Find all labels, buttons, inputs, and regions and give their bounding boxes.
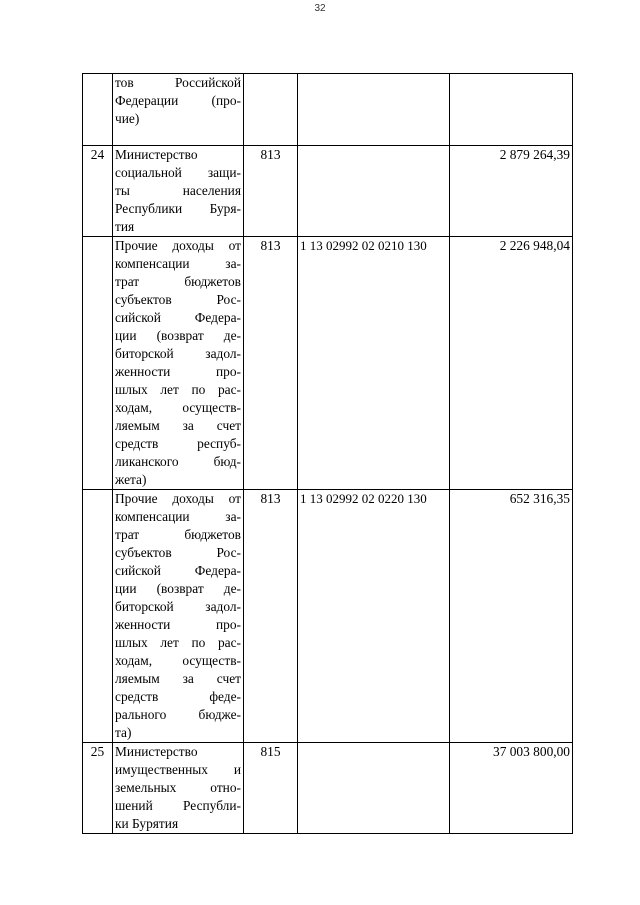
name-line: та) bbox=[115, 725, 132, 740]
row-number bbox=[83, 237, 113, 490]
name-line: ты населения bbox=[115, 183, 241, 198]
row-name bbox=[113, 743, 244, 834]
budget-classification-code: 1 13 02992 02 0210 130 bbox=[298, 237, 450, 490]
name-line: ходам, осуществ- bbox=[115, 653, 241, 668]
name-line: женности про- bbox=[115, 617, 241, 632]
table-row bbox=[83, 146, 573, 237]
admin-code bbox=[244, 74, 298, 146]
amount: 2 879 264,39 bbox=[450, 146, 573, 237]
name-line: шений Республи- bbox=[115, 798, 241, 813]
name-line: Прочие доходы от bbox=[115, 491, 241, 506]
budget-classification-code: 1 13 02992 02 0220 130 bbox=[298, 490, 450, 743]
name-line: имущественных и bbox=[115, 762, 241, 777]
name-line: тов Российской bbox=[115, 75, 241, 90]
name-line: Министерство bbox=[115, 744, 198, 759]
name-line: ляемым за счет bbox=[115, 418, 241, 433]
budget-classification-code bbox=[298, 74, 450, 146]
name-line: социальной защи- bbox=[115, 165, 241, 180]
name-line: земельных отно- bbox=[115, 780, 241, 795]
row-number bbox=[83, 490, 113, 743]
page-number: 32 bbox=[314, 3, 326, 14]
admin-code: 813 bbox=[244, 146, 298, 237]
name-line: тия bbox=[115, 219, 135, 234]
revenue-table bbox=[82, 73, 573, 834]
row-name bbox=[113, 74, 244, 146]
name-line: ляемым за счет bbox=[115, 671, 241, 686]
table-row bbox=[83, 237, 573, 490]
name-line: биторской задол- bbox=[115, 599, 241, 614]
amount bbox=[450, 74, 573, 146]
name-line: компенсации за- bbox=[115, 509, 241, 524]
name-line: ции (возврат де- bbox=[115, 328, 241, 343]
row-name bbox=[113, 146, 244, 237]
name-line: женности про- bbox=[115, 364, 241, 379]
admin-code: 813 bbox=[244, 490, 298, 743]
name-line: шлых лет по рас- bbox=[115, 382, 241, 397]
row-number: 25 bbox=[83, 743, 113, 834]
name-line: трат бюджетов bbox=[115, 274, 241, 289]
name-line: трат бюджетов bbox=[115, 527, 241, 542]
name-line: средств респуб- bbox=[115, 436, 241, 451]
amount: 37 003 800,00 bbox=[450, 743, 573, 834]
admin-code: 815 bbox=[244, 743, 298, 834]
name-line: шлых лет по рас- bbox=[115, 635, 241, 650]
name-line: сийской Федера- bbox=[115, 310, 241, 325]
table-row bbox=[83, 490, 573, 743]
name-line: ликанского бюд- bbox=[115, 454, 241, 469]
name-line: средств феде- bbox=[115, 689, 241, 704]
name-line: субъектов Рос- bbox=[115, 292, 241, 307]
amount: 652 316,35 bbox=[450, 490, 573, 743]
name-line: Республики Буря- bbox=[115, 201, 241, 216]
budget-classification-code bbox=[298, 146, 450, 237]
name-line: компенсации за- bbox=[115, 256, 241, 271]
name-line: Федерации (про- bbox=[115, 93, 241, 108]
name-line: ции (возврат де- bbox=[115, 581, 241, 596]
name-line: сийской Федера- bbox=[115, 563, 241, 578]
budget-classification-code bbox=[298, 743, 450, 834]
row-name bbox=[113, 237, 244, 490]
admin-code: 813 bbox=[244, 237, 298, 490]
name-line: ходам, осуществ- bbox=[115, 400, 241, 415]
name-line: рального бюдже- bbox=[115, 707, 241, 722]
amount: 2 226 948,04 bbox=[450, 237, 573, 490]
row-number bbox=[83, 74, 113, 146]
name-line: Прочие доходы от bbox=[115, 238, 241, 253]
name-line: субъектов Рос- bbox=[115, 545, 241, 560]
row-number: 24 bbox=[83, 146, 113, 237]
row-name bbox=[113, 490, 244, 743]
name-line: Министерство bbox=[115, 147, 198, 162]
name-line: чие) bbox=[115, 111, 140, 126]
table-row bbox=[83, 743, 573, 834]
name-line: жета) bbox=[115, 472, 147, 487]
name-line: биторской задол- bbox=[115, 346, 241, 361]
name-line: ки Бурятия bbox=[115, 816, 179, 831]
table-row bbox=[83, 74, 573, 146]
